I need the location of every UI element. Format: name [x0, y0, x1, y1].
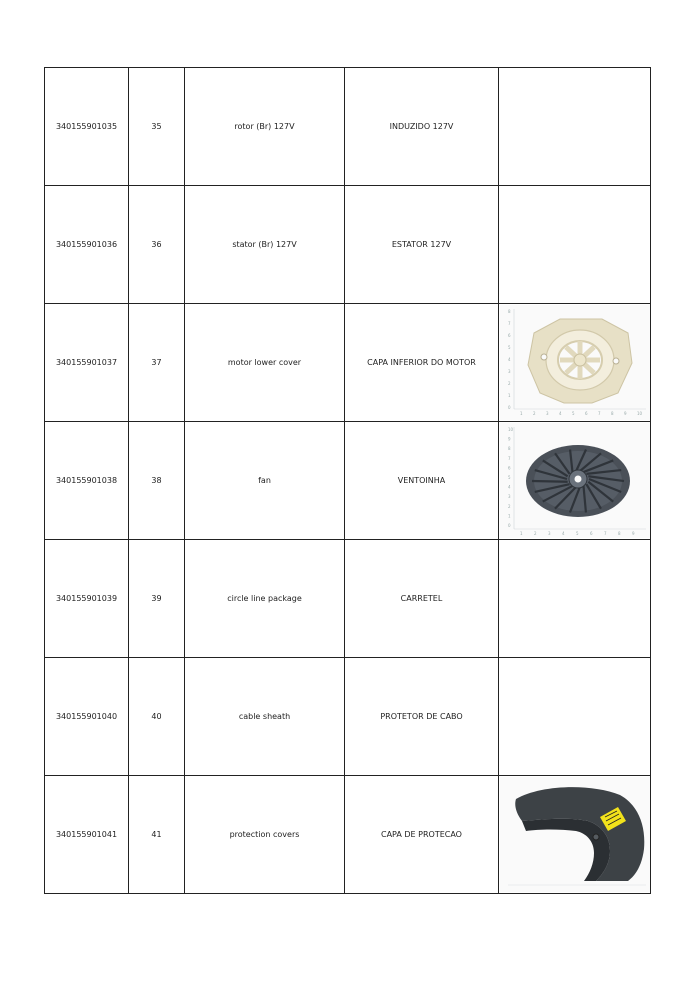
scale-label: 8	[507, 309, 511, 314]
scale-label: 6	[584, 411, 588, 416]
scale-label: 4	[561, 531, 565, 536]
description-en: protection covers	[185, 776, 345, 894]
scale-label: 3	[547, 531, 551, 536]
description-en: cable sheath	[185, 658, 345, 776]
scale-label: 9	[507, 436, 511, 442]
scale-label: 3	[507, 494, 511, 500]
description-en: motor lower cover	[185, 304, 345, 422]
part-code: 340155901037	[45, 304, 129, 422]
part-code: 340155901040	[45, 658, 129, 776]
scale-label: 5	[571, 411, 575, 416]
description-pt: CAPA INFERIOR DO MOTOR	[345, 304, 499, 422]
scale-label: 10	[636, 411, 642, 416]
image-cell	[499, 304, 651, 422]
scale-label: 2	[533, 531, 537, 536]
description-pt: INDUZIDO 127V	[345, 68, 499, 186]
cover-shape	[528, 319, 632, 403]
table-row	[45, 658, 651, 776]
table-row	[45, 776, 651, 894]
description-en: rotor (Br) 127V	[185, 68, 345, 186]
description-en: circle line package	[185, 540, 345, 658]
table-row	[45, 304, 651, 422]
fan-blade	[532, 481, 568, 482]
motor-lower-cover-photo	[500, 305, 650, 420]
position-number: 36	[129, 186, 185, 304]
scale-label: 2	[532, 411, 536, 416]
scale-label: 0	[507, 523, 511, 528]
scale-label: 4	[507, 357, 511, 362]
scale-label: 1	[519, 531, 523, 536]
image-cell-empty	[499, 186, 651, 304]
scale-label: 6	[507, 465, 511, 471]
image-cell	[499, 776, 651, 894]
scale-label: 5	[507, 345, 511, 350]
scale-label: 3	[545, 411, 549, 416]
part-code: 340155901041	[45, 776, 129, 894]
table-row	[45, 540, 651, 658]
parts-table	[44, 67, 651, 894]
scale-label: 0	[507, 405, 511, 410]
description-pt: CARRETEL	[345, 540, 499, 658]
scale-label: 7	[507, 321, 511, 326]
scale-label: 1	[507, 393, 511, 398]
scale-label: 7	[507, 455, 511, 461]
table-row	[45, 186, 651, 304]
position-number: 38	[129, 422, 185, 540]
description-pt: ESTATOR 127V	[345, 186, 499, 304]
scale-label: 9	[623, 411, 627, 416]
scale-label: 1	[507, 513, 511, 519]
part-code: 340155901038	[45, 422, 129, 540]
position-number: 35	[129, 68, 185, 186]
scale-label: 3	[507, 369, 511, 374]
part-code: 340155901035	[45, 68, 129, 186]
description-pt: CAPA DE PROTECAO	[345, 776, 499, 894]
scale-label: 6	[589, 531, 593, 536]
scale-label: 8	[610, 411, 614, 416]
scale-label: 2	[507, 503, 511, 509]
table-row	[45, 422, 651, 540]
image-cell-empty	[499, 658, 651, 776]
scale-label: 8	[507, 446, 511, 452]
image-cell-empty	[499, 68, 651, 186]
scale-label: 8	[617, 531, 621, 536]
description-en: fan	[185, 422, 345, 540]
scale-label: 4	[558, 411, 562, 416]
position-number: 39	[129, 540, 185, 658]
description-pt: VENTOINHA	[345, 422, 499, 540]
description-en: stator (Br) 127V	[185, 186, 345, 304]
fan-photo	[500, 423, 650, 538]
image-cell-empty	[499, 540, 651, 658]
protection-cover-photo	[500, 777, 650, 892]
scale-label: 1	[519, 411, 523, 416]
scale-label: 7	[603, 531, 607, 536]
scale-label: 2	[507, 381, 511, 386]
position-number: 41	[129, 776, 185, 894]
scale-label: 5	[575, 531, 579, 536]
description-pt: PROTETOR DE CABO	[345, 658, 499, 776]
position-number: 37	[129, 304, 185, 422]
part-code: 340155901039	[45, 540, 129, 658]
image-cell	[499, 422, 651, 540]
scale-label: 10	[507, 427, 513, 432]
part-code: 340155901036	[45, 186, 129, 304]
scale-label: 4	[507, 484, 511, 490]
scale-label: 9	[631, 531, 635, 536]
scale-label: 7	[597, 411, 601, 416]
scale-label: 5	[507, 475, 511, 480]
position-number: 40	[129, 658, 185, 776]
scale-label: 6	[507, 333, 511, 338]
fan-shape	[526, 445, 630, 517]
table-row	[45, 68, 651, 186]
